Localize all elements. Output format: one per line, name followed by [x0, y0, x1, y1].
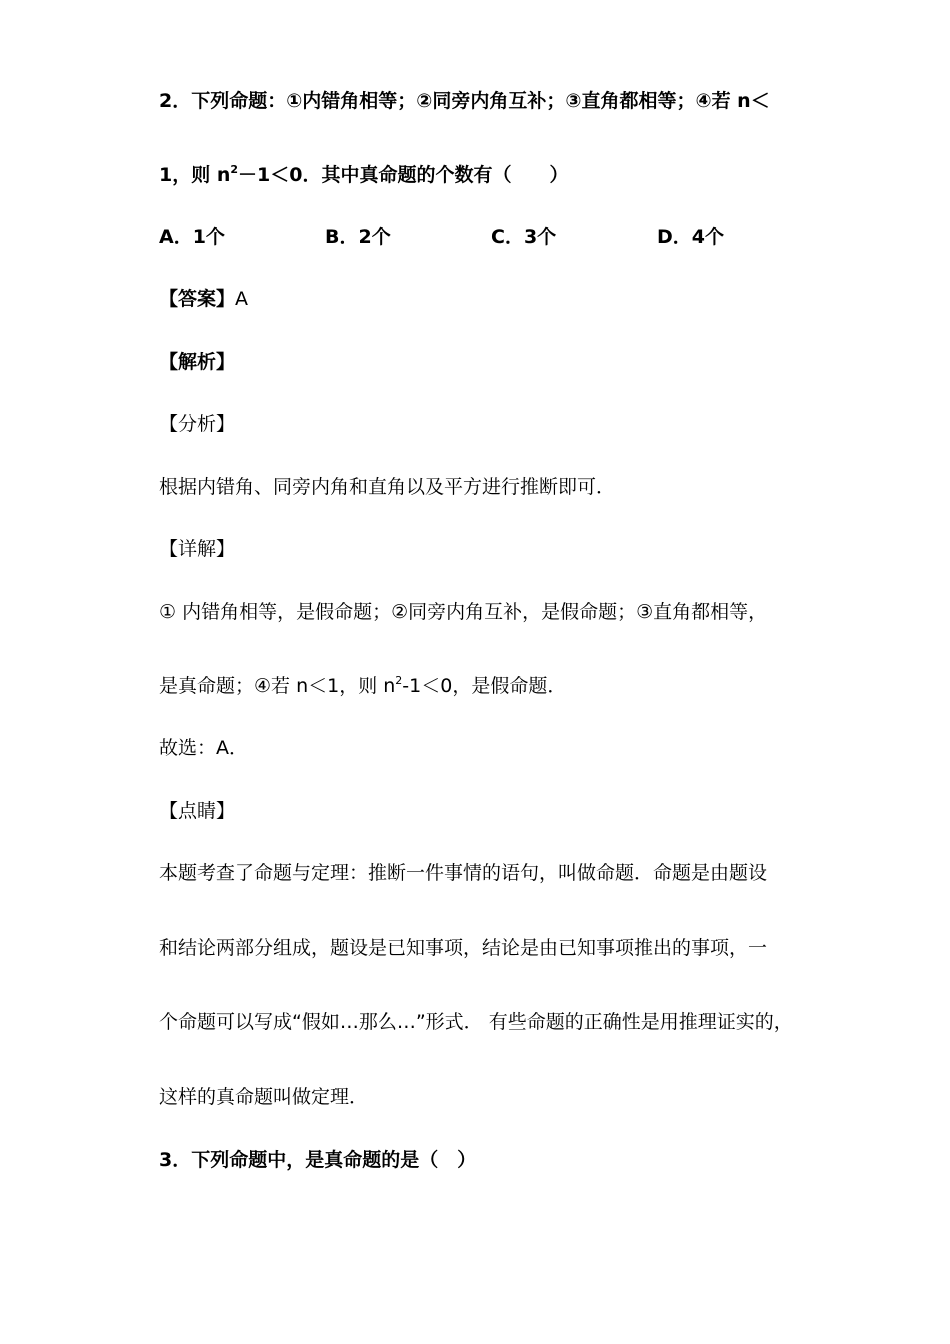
q2-stem-exponent: 2: [230, 163, 239, 176]
comment-line-3: 个命题可以写成“假如…那么…”形式． 有些命题的正确性是用推理证实的，: [159, 1011, 793, 1033]
answer-value: A: [235, 288, 249, 310]
answer-line: [159, 287, 248, 311]
detail-line1: ① 内错角相等，是假命题；②同旁内角互补，是假命题；③直角都相等，: [159, 601, 768, 623]
comment-line-4: 这样的真命题叫做定理．: [159, 1086, 369, 1108]
fenxi-text: 根据内错角、同旁内角和直角以及平方进行推断即可．: [159, 476, 616, 498]
q2-stem-line1: 2．下列命题：①内错角相等；②同旁内角互补；③直角都相等；④若 n＜: [159, 90, 770, 112]
comment-line-2: 和结论两部分组成，题设是已知事项，结论是由已知事项推出的事项，一: [159, 937, 768, 959]
detail-tag: 【详解】: [159, 538, 236, 560]
q2-stem-line2-part-a: 1，则 n: [159, 164, 231, 186]
detail-line2: [159, 674, 566, 698]
comment-line-1: 本题考查了命题与定理：推断一件事情的语句，叫做命题．命题是由题设: [159, 862, 768, 884]
option-a: A．1个: [159, 226, 225, 248]
q3-stem: 3．下列命题中，是真命题的是（ ）: [159, 1149, 477, 1171]
answer-tag: 【答案】: [159, 288, 236, 310]
detail-line2-part-b: -1＜0，是假命题．: [402, 675, 567, 697]
comment-tag: 【点睛】: [159, 800, 236, 822]
analysis-tag: 【解析】: [159, 351, 236, 373]
option-d: D．4个: [657, 226, 724, 248]
fenxi-tag: 【分析】: [159, 413, 236, 435]
option-b: B．2个: [325, 226, 391, 248]
choose-line: 故选：A．: [159, 737, 248, 759]
q2-stem-line2: [159, 163, 568, 187]
detail-exponent: 2: [395, 674, 403, 687]
q2-stem-line2-part-b: －1＜0．其中真命题的个数有（ ）: [238, 164, 569, 186]
option-c: C．3个: [491, 226, 557, 248]
detail-line2-part-a: 是真命题；④若 n＜1，则 n: [159, 675, 396, 697]
